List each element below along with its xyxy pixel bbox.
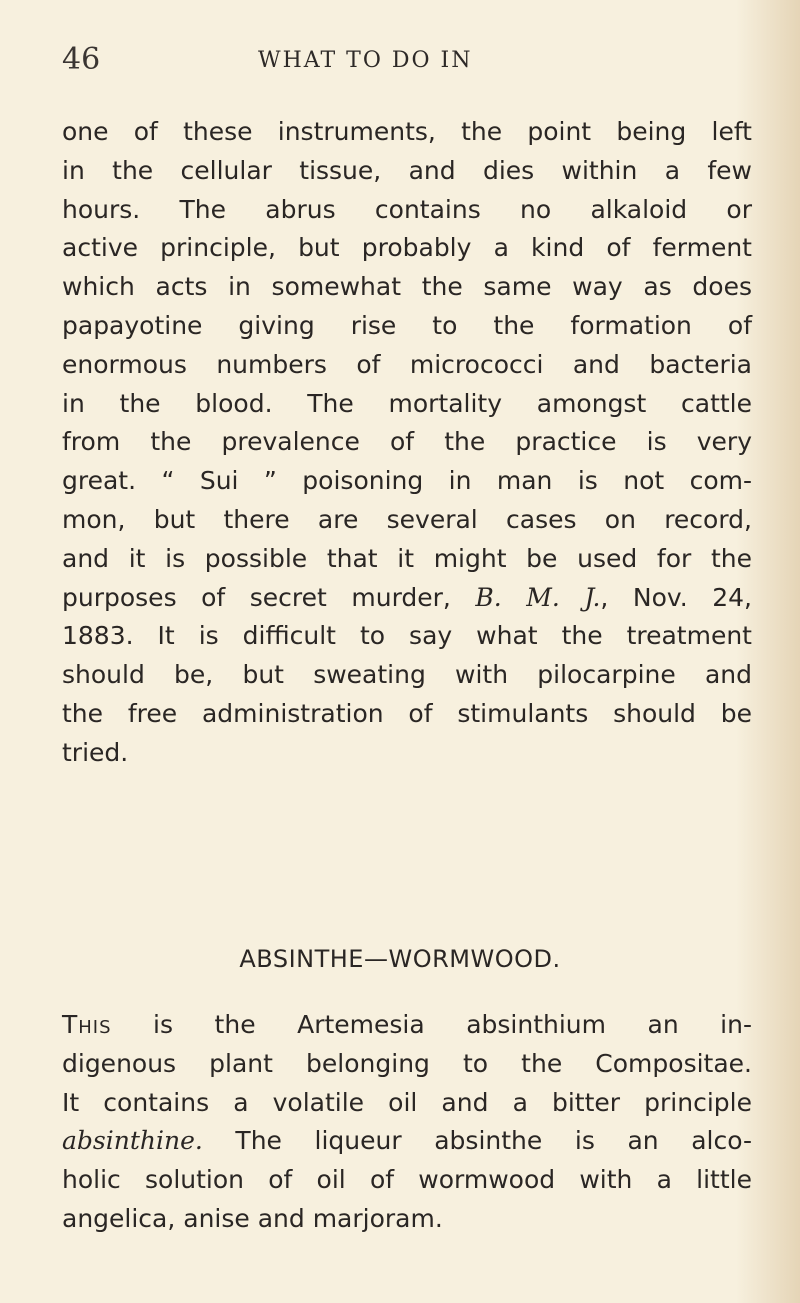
paragraph-absinthe: [62, 1006, 752, 1239]
text-line: tried.: [62, 737, 129, 767]
journal-abbreviation: B. M. J.: [475, 582, 601, 612]
text-line: hours. The abrus contains no alkaloid or: [62, 194, 752, 224]
paragraph-abrus: [62, 113, 752, 773]
text-line: holic solution of oil of wormwood with a little: [62, 1165, 752, 1195]
text-line: from the prevalence of the practice is very: [62, 427, 752, 457]
text-line: great. “ Sui ” poisoning in man is not com-: [62, 466, 752, 496]
line-rest: is the Artemesia absinthium an in-: [111, 1010, 752, 1039]
text-line: and it is possible that it might be used for the: [62, 543, 752, 573]
text-line: papayotine giving rise to the formation of: [62, 310, 752, 340]
line-rest: The liqueur absinthe is an alco-: [202, 1126, 752, 1156]
text-line: [62, 1122, 752, 1161]
text-line: digenous plant belonging to the Compositae.: [62, 1048, 752, 1078]
text-line: one of these instruments, the point being left: [62, 117, 752, 146]
text-line: mon, but there are several cases on record,: [62, 504, 752, 534]
citation-post: , Nov. 24,: [600, 582, 752, 612]
text-line: 1883. It is difficult to say what the treatment: [62, 621, 752, 651]
text-line: which acts in somewhat the same way as does: [62, 272, 752, 302]
page-header: [62, 42, 742, 82]
text-line: active principle, but probably a kind of ferment: [62, 233, 752, 263]
running-head: WHAT TO DO IN: [258, 48, 473, 73]
text-line: in the cellular tissue, and dies within a few: [62, 155, 752, 185]
text-line: angelica, anise and marjoram.: [62, 1203, 443, 1233]
lead-word: This: [62, 1010, 112, 1039]
text-line: in the blood. The mortality amongst cattle: [62, 388, 752, 418]
citation-pre: purposes of secret murder,: [62, 582, 476, 612]
page-number: 46: [62, 42, 101, 77]
text-line-citation: [62, 579, 752, 618]
text-line: enormous numbers of micrococci and bacteria: [62, 349, 752, 379]
italic-term: absinthine.: [62, 1126, 203, 1156]
text-line: the free administration of stimulants should be: [62, 698, 752, 728]
text-line: should be, but sweating with pilocarpine and: [62, 660, 752, 690]
section-heading: ABSINTHE—WORMWOOD.: [239, 945, 561, 973]
text-line: It contains a volatile oil and a bitter principle: [62, 1087, 752, 1117]
text-line: [62, 1006, 752, 1045]
